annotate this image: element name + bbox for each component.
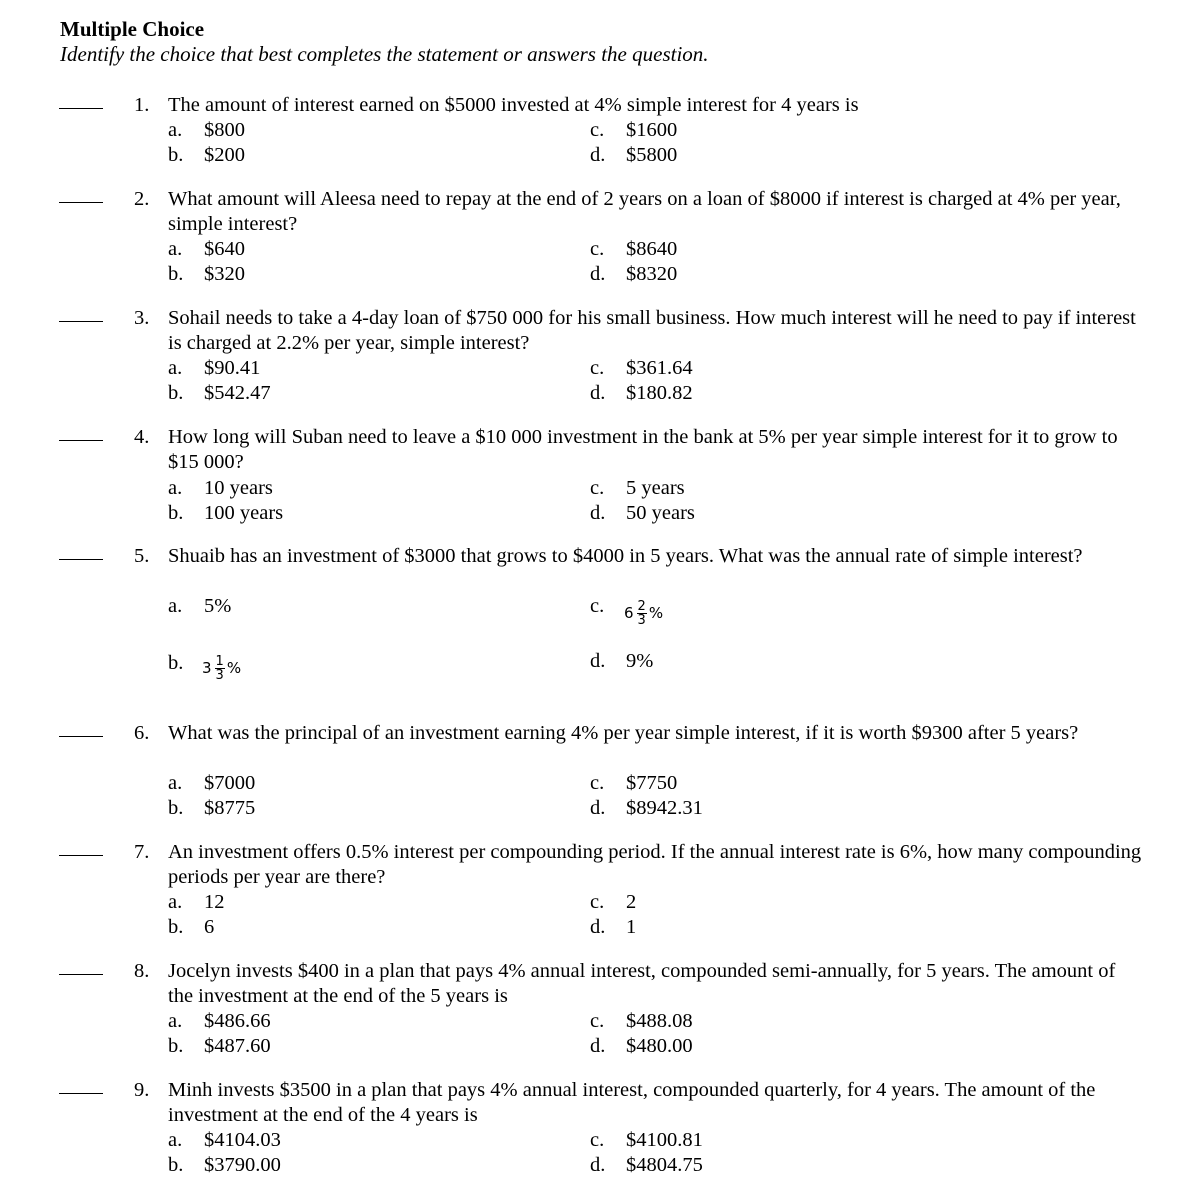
option-letter: a. — [168, 238, 183, 260]
mixed-fraction — [202, 655, 241, 682]
option-value: $8320 — [626, 263, 678, 285]
option-value: $320 — [204, 263, 245, 285]
percent-sign: % — [648, 604, 664, 622]
answer-blank[interactable] — [59, 736, 103, 737]
option-letter: b. — [168, 1035, 184, 1057]
question-number: 2. — [134, 188, 150, 210]
instructions: Identify the choice that best completes the statement or answers the question. — [60, 42, 709, 66]
option-letter: c. — [590, 1010, 605, 1032]
option-letter: c. — [590, 891, 605, 913]
option-letter: a. — [168, 1010, 183, 1032]
option-letter: d. — [590, 382, 606, 404]
option-letter: c. — [590, 772, 605, 794]
option-letter: c. — [590, 238, 605, 260]
question-number: 6. — [134, 722, 150, 744]
option-value: 2 — [626, 891, 637, 913]
option-letter: d. — [590, 916, 606, 938]
question-text: What amount will Aleesa need to repay at the end of 2 years on a loan of $8000 if interest is charged at 4% per year, simple interest? — [168, 188, 1121, 235]
option-letter: b. — [168, 144, 184, 166]
option-value: $487.60 — [204, 1035, 271, 1057]
option-letter: a. — [168, 595, 183, 617]
option-letter: b. — [168, 797, 184, 819]
option-value: $4100.81 — [626, 1129, 703, 1151]
question-text: Sohail needs to take a 4-day loan of $750 000 for his small business. How much interest will he need to pay if interest is charged at 2.2% per year, simple interest? — [168, 307, 1136, 354]
option-letter: d. — [590, 650, 606, 672]
option-value: $488.08 — [626, 1010, 693, 1032]
answer-blank[interactable] — [59, 202, 103, 203]
option-letter: d. — [590, 263, 606, 285]
option-letter: d. — [590, 144, 606, 166]
fraction-numerator: 1 — [215, 654, 224, 669]
option-letter: d. — [590, 1154, 606, 1176]
option-value: $7750 — [626, 772, 678, 794]
answer-blank[interactable] — [59, 321, 103, 322]
option-value: $640 — [204, 238, 245, 260]
option-value: $7000 — [204, 772, 256, 794]
option-letter: a. — [168, 119, 183, 141]
option-letter: b. — [168, 1154, 184, 1176]
option-value: 1 — [626, 916, 637, 938]
question-text: The amount of interest earned on $5000 invested at 4% simple interest for 4 years is — [168, 94, 859, 116]
option-value: $8775 — [204, 797, 256, 819]
option-value: $800 — [204, 119, 245, 141]
option-letter: a. — [168, 772, 183, 794]
option-value: $480.00 — [626, 1035, 693, 1057]
fraction-numerator: 2 — [637, 599, 646, 614]
option-value: 10 years — [204, 477, 273, 499]
option-value: 50 years — [626, 502, 695, 524]
answer-blank[interactable] — [59, 440, 103, 441]
question-number: 4. — [134, 426, 150, 448]
question-number: 5. — [134, 545, 150, 567]
option-value: $5800 — [626, 144, 678, 166]
option-letter: d. — [590, 797, 606, 819]
option-value: 6 — [204, 916, 215, 938]
option-letter: b. — [168, 916, 184, 938]
section-title: Multiple Choice — [60, 17, 205, 41]
option-letter: d. — [590, 502, 606, 524]
fraction-whole: 3 — [202, 659, 212, 677]
option-value: 5 years — [626, 477, 685, 499]
option-value: $4104.03 — [204, 1129, 281, 1151]
fraction-denominator: 3 — [637, 613, 646, 628]
mixed-fraction — [624, 600, 663, 627]
option-value: $200 — [204, 144, 245, 166]
option-value: $8640 — [626, 238, 678, 260]
question-number: 3. — [134, 307, 150, 329]
answer-blank[interactable] — [59, 855, 103, 856]
question-text: Jocelyn invests $400 in a plan that pays 4% annual interest, compounded semi-annually, for 5 years. The amount of the investment at the end of the 5 years is — [168, 960, 1116, 1007]
option-letter: c. — [590, 477, 605, 499]
option-letter: b. — [168, 652, 184, 674]
option-letter: d. — [590, 1035, 606, 1057]
option-value: $542.47 — [204, 382, 271, 404]
option-letter: a. — [168, 891, 183, 913]
option-value: $4804.75 — [626, 1154, 703, 1176]
option-letter: c. — [590, 595, 605, 617]
answer-blank[interactable] — [59, 108, 103, 109]
answer-blank[interactable] — [59, 559, 103, 560]
option-value: $90.41 — [204, 357, 261, 379]
answer-blank[interactable] — [59, 974, 103, 975]
option-letter: c. — [590, 1129, 605, 1151]
option-value: 9% — [626, 650, 654, 672]
option-value: $1600 — [626, 119, 678, 141]
option-letter: b. — [168, 502, 184, 524]
option-value: 12 — [204, 891, 225, 913]
option-value: 100 years — [204, 502, 284, 524]
option-letter: c. — [590, 119, 605, 141]
question-number: 8. — [134, 960, 150, 982]
question-number: 1. — [134, 94, 150, 116]
option-letter: b. — [168, 382, 184, 404]
question-text: Shuaib has an investment of $3000 that grows to $4000 in 5 years. What was the annual rate of simple interest? — [168, 545, 1083, 567]
option-value: $361.64 — [626, 357, 693, 379]
option-value: 5% — [204, 595, 232, 617]
option-letter: a. — [168, 357, 183, 379]
option-value: $486.66 — [204, 1010, 271, 1032]
question-text: An investment offers 0.5% interest per compounding period. If the annual interest rate is 6%, how many compounding periods per year are there? — [168, 841, 1142, 888]
option-letter: a. — [168, 1129, 183, 1151]
question-text: What was the principal of an investment earning 4% per year simple interest, if it is worth $9300 after 5 years? — [168, 722, 1079, 744]
question-text: Minh invests $3500 in a plan that pays 4% annual interest, compounded quarterly, for 4 years. The amount of the investment at the end of the 4 years is — [168, 1079, 1096, 1126]
option-letter: b. — [168, 263, 184, 285]
fraction-whole: 6 — [624, 604, 634, 622]
question-number: 9. — [134, 1079, 150, 1101]
option-letter: a. — [168, 477, 183, 499]
percent-sign: % — [226, 659, 242, 677]
question-number: 7. — [134, 841, 150, 863]
fraction-denominator: 3 — [215, 668, 224, 683]
question-text: How long will Suban need to leave a $10 000 investment in the bank at 5% per year simple interest for it to grow to $15 000? — [168, 426, 1118, 473]
option-value: $3790.00 — [204, 1154, 281, 1176]
option-letter: c. — [590, 357, 605, 379]
option-value: $8942.31 — [626, 797, 703, 819]
option-value: $180.82 — [626, 382, 693, 404]
answer-blank[interactable] — [59, 1093, 103, 1094]
